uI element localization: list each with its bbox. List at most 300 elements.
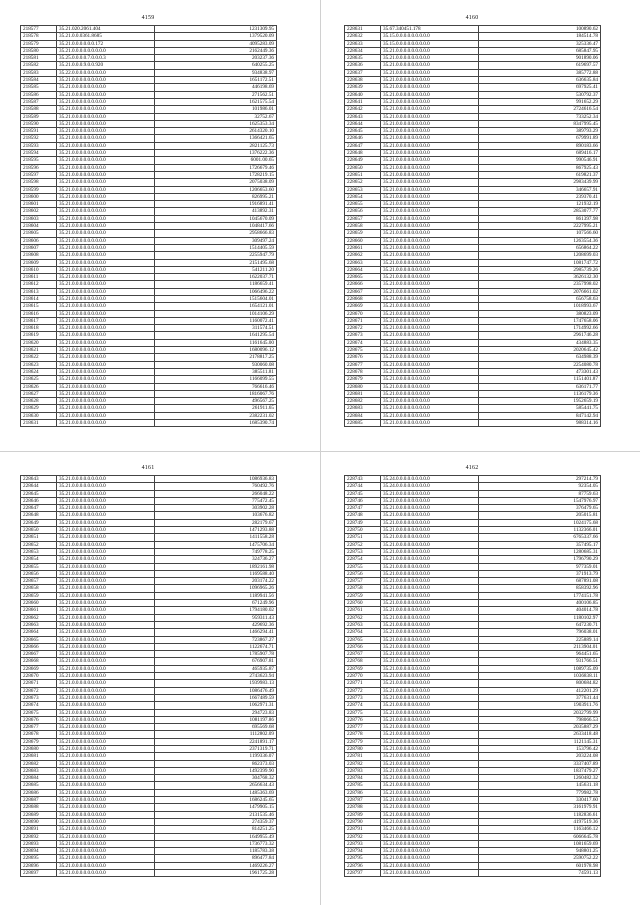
row-id-cell: 228765: [345, 636, 381, 643]
amount-cell: 1547976.97: [479, 497, 601, 504]
amount-cell: 92354.05: [479, 483, 601, 490]
amount-cell: 1816067.76: [155, 390, 277, 397]
code-cell: 35.21.0.0.0.0.0.0.0.0.0: [381, 789, 479, 796]
row-id-cell: 228672: [21, 687, 57, 694]
code-cell: 35.21.0.0.0.0.0.0.0.0.0: [57, 252, 155, 259]
code-cell: 35.21.0.0.0.0.0.0.0.0.0: [381, 548, 479, 555]
amount-cell: 749778.25: [155, 548, 277, 555]
code-cell: 35.21.0.0.0.0.0.0.0.0.0: [381, 636, 479, 643]
table-row: [21, 629, 277, 636]
code-cell: 35.21.0.0.0.0.0.0.0.0.0: [57, 687, 155, 694]
code-cell: 35.21.0.0.0.0.0.0.0.0.0: [381, 420, 479, 427]
code-cell: 35.21.0.0.0.0.0.0.0.0.0: [57, 383, 155, 390]
table-row: [345, 215, 601, 222]
amount-cell: 585441.75: [479, 405, 601, 412]
amount-cell: 1280685.31: [479, 548, 601, 555]
amount-cell: 2633418.48: [479, 731, 601, 738]
table-row: [21, 570, 277, 577]
code-cell: 35.21.0.0.0.0.0.0.0.0.0: [57, 548, 155, 555]
page-panel-bottom-left: [20, 464, 276, 877]
amount-cell: 2178817.25: [155, 354, 277, 361]
row-id-cell: 228669: [345, 303, 381, 310]
code-cell: 35.21.0.0.0.0.0.0.0.0.0: [381, 208, 479, 215]
row-id-cell: 228655: [345, 201, 381, 208]
row-id-cell: 228761: [345, 607, 381, 614]
amount-cell: 2076661.02: [479, 288, 601, 295]
table-row: [21, 600, 277, 607]
table-row: [345, 870, 601, 877]
code-cell: 35.21.0.0.0.0.0.0.0.0.0: [57, 259, 155, 266]
code-cell: 35.21.0.0.0.0.0.0.0.0.0: [57, 643, 155, 650]
table-row: [345, 840, 601, 847]
code-cell: 35.21.0.0.0.0.0.0.0.0.0: [381, 142, 479, 149]
amount-cell: 1376222.36: [155, 150, 277, 157]
code-cell: 35.21.0.0.0.0.0.0.0.0.0: [381, 826, 479, 833]
page-number: 4162: [465, 465, 479, 471]
code-cell: 35.21.0.0.0.0.0.0.0.0.0: [381, 288, 479, 295]
row-id-cell: 228797: [345, 870, 381, 877]
table-row: [345, 62, 601, 69]
row-id-cell: 228656: [345, 208, 381, 215]
table-row: [21, 833, 277, 840]
code-cell: 35.21.0.0.0.0.0.0.0.0.0: [381, 47, 479, 54]
code-cell: 35.21.0.0.0.0.0.0.0.0.0: [381, 592, 479, 599]
row-id-cell: 218622: [21, 354, 57, 361]
table-row: [345, 98, 601, 105]
code-cell: 35.21.0.0.0.0.0.0.0.0.0: [381, 186, 479, 193]
amount-cell: 1785907.78: [155, 651, 277, 658]
code-cell: 35.21.0.0.0.0.0.0.0.0.0: [57, 244, 155, 251]
amount-cell: 1961725.28: [155, 870, 277, 877]
table-row: [345, 614, 601, 621]
code-cell: 35.21.0.0.0.0.0.0.0.0.0: [57, 760, 155, 767]
row-id-cell: 218613: [21, 288, 57, 295]
code-cell: 35.21.0.0.0.0.0.0.0.0.0: [57, 614, 155, 621]
table-row: [345, 113, 601, 120]
code-cell: 35.21.0.0.0.0.0.0.0.0.0: [381, 724, 479, 731]
amount-cell: 862373.03: [155, 760, 277, 767]
code-cell: 35.21.0.0.0.0.0.0.0.0.0: [57, 505, 155, 512]
row-id-cell: 228652: [345, 179, 381, 186]
table-row: [345, 673, 601, 680]
data-table: [344, 25, 601, 427]
code-cell: 35.21.0.0.0.0.0.0.0.0.0: [381, 171, 479, 178]
table-row: [345, 317, 601, 324]
amount-cell: 2113904.01: [479, 643, 601, 650]
row-id-cell: 228679: [345, 376, 381, 383]
table-row: [345, 782, 601, 789]
code-cell: 35.21.0.0.0.0.0.0.0.0.0: [381, 702, 479, 709]
amount-cell: 1686245.65: [155, 797, 277, 804]
table-row: [345, 497, 601, 504]
row-id-cell: 228676: [345, 354, 381, 361]
table-row: [345, 383, 601, 390]
page-panel-top-left: [20, 14, 276, 427]
table-row: [345, 310, 601, 317]
amount-cell: 2853077.77: [479, 208, 601, 215]
table-row: [21, 585, 277, 592]
table-row: [21, 325, 277, 332]
code-cell: 35.21.0.0.0.0.0.0.0.0.0: [57, 223, 155, 230]
code-cell: 35.21.0.0.0.0.0.0.0.0.0: [57, 237, 155, 244]
table-row: [21, 376, 277, 383]
row-id-cell: 228635: [345, 55, 381, 62]
code-cell: 35.21.0.0.0.0.0.0.0.0.0: [57, 556, 155, 563]
table-row: [345, 91, 601, 98]
amount-cell: 619821.37: [479, 171, 601, 178]
amount-cell: 434883.35: [479, 339, 601, 346]
amount-cell: 446198.69: [155, 84, 277, 91]
amount-cell: 1794180.02: [155, 607, 277, 614]
amount-cell: 2032799.99: [479, 709, 601, 716]
amount-cell: 1685390.74: [155, 420, 277, 427]
table-row: [21, 527, 277, 534]
amount-cell: 948801.25: [479, 848, 601, 855]
row-id-cell: 228685: [21, 782, 57, 789]
row-id-cell: 228747: [345, 505, 381, 512]
code-cell: 35.21.0.0.0.0.0.0.0.0.0: [381, 512, 479, 519]
code-cell: 35.21.0.0.0.0.0.0.0.0.0: [57, 745, 155, 752]
row-id-cell: 228661: [345, 244, 381, 251]
amount-cell: 1189941.56: [155, 592, 277, 599]
amount-cell: 184514.78: [479, 33, 601, 40]
code-cell: 35.21.0.0.0.0.0.0.0.0.0: [381, 347, 479, 354]
amount-cell: 2020645.42: [479, 347, 601, 354]
row-id-cell: 228785: [345, 782, 381, 789]
row-id-cell: 228656: [21, 570, 57, 577]
code-cell: 35.21.0.0.0.0.0.0.0.0.0: [381, 745, 479, 752]
row-id-cell: 228766: [345, 643, 381, 650]
row-id-cell: 218631: [21, 420, 57, 427]
row-id-cell: 228777: [345, 724, 381, 731]
amount-cell: 1747658.06: [479, 317, 601, 324]
table-row: [345, 339, 601, 346]
table-row: [21, 767, 277, 774]
table-row: [345, 775, 601, 782]
table-row: [345, 534, 601, 541]
code-cell: 35.21.0.0.0.0.0.0.0.0.0: [381, 731, 479, 738]
table-row: [21, 244, 277, 251]
table-row: [345, 164, 601, 171]
amount-cell: 389793.29: [479, 128, 601, 135]
code-cell: 35.21.0.0.0.0.0.0.0.0.0: [57, 91, 155, 98]
amount-cell: 1048417.66: [155, 223, 277, 230]
table-row: [345, 33, 601, 40]
table-row: [21, 317, 277, 324]
amount-cell: 656864.22: [479, 244, 601, 251]
table-row: [21, 237, 277, 244]
row-id-cell: 228674: [345, 339, 381, 346]
table-row: [21, 91, 277, 98]
row-id-cell: 218582: [21, 62, 57, 69]
amount-cell: 2151495.68: [155, 259, 277, 266]
code-cell: 35.21.0.0.0.0.0.0.0.0.0: [381, 77, 479, 84]
row-id-cell: 228757: [345, 578, 381, 585]
table-row: [21, 390, 277, 397]
code-cell: 35.21.0.0.0.0.0.0.0.0.0: [57, 767, 155, 774]
table-row: [21, 84, 277, 91]
code-cell: 35.21.0.0.0.0.0.0.0.0.0: [381, 106, 479, 113]
code-cell: 35.21.0.0.0.0.0.0.0.0.0: [57, 621, 155, 628]
table-row: [21, 738, 277, 745]
code-cell: 35.21.0.0.0.0.0.0.0.0.0: [57, 782, 155, 789]
table-row: [21, 687, 277, 694]
amount-cell: 541211.20: [155, 266, 277, 273]
amount-cell: 309497.24: [155, 237, 277, 244]
code-cell: 35.21.0.0.0.0.0.0.0.0.0: [57, 150, 155, 157]
row-id-cell: 228748: [345, 512, 381, 519]
table-row: [345, 128, 601, 135]
row-id-cell: 228759: [345, 592, 381, 599]
table-row: [345, 767, 601, 774]
row-id-cell: 228678: [21, 731, 57, 738]
row-id-cell: 218612: [21, 281, 57, 288]
row-id-cell: 218607: [21, 244, 57, 251]
table-row: [21, 55, 277, 62]
code-cell: 35.21.0.0.0.0.0.0.0.0.0: [57, 142, 155, 149]
code-cell: 35.21.0.0.0.0.0.0.0.0.0: [381, 629, 479, 636]
row-id-cell: 228659: [345, 230, 381, 237]
code-cell: 35.21.0.0.0.0.0.0.0.0.0: [381, 405, 479, 412]
horizontal-page-divider: [0, 451, 640, 452]
table-row: [345, 142, 601, 149]
amount-cell: 1411558.28: [155, 534, 277, 541]
row-id-cell: 228636: [345, 62, 381, 69]
table-row: [345, 332, 601, 339]
amount-cell: 377631.44: [479, 694, 601, 701]
table-row: [21, 186, 277, 193]
code-cell: 35.21.0.0.0.0.0.0.0.0.0: [57, 368, 155, 375]
amount-cell: 890183.66: [479, 142, 601, 149]
code-cell: 35.21.0.0.0.0.0.0.0.0.0: [57, 361, 155, 368]
row-id-cell: 228690: [21, 818, 57, 825]
row-id-cell: 218590: [21, 120, 57, 127]
code-cell: 35.21.0.0.0.0.0.0.0.0.0: [57, 201, 155, 208]
code-cell: 35.21.0.0.0.0.0.0.0.0.0: [381, 164, 479, 171]
code-cell: 35.21.0.0.0.0.0.0.0.0.0: [57, 208, 155, 215]
amount-cell: 1469226.27: [155, 862, 277, 869]
amount-cell: 1625353.34: [155, 120, 277, 127]
amount-cell: 304768.32: [155, 775, 277, 782]
code-cell: 35.21.0.0.0.0.0.0.0.0.0: [57, 186, 155, 193]
table-row: [345, 738, 601, 745]
amount-cell: 2743623.94: [155, 673, 277, 680]
row-id-cell: 218610: [21, 266, 57, 273]
amount-cell: 1086476.49: [155, 687, 277, 694]
table-row: [345, 527, 601, 534]
code-cell: 35.21.0.0.0.0.0.0.0.0.0: [57, 527, 155, 534]
table-row: [21, 818, 277, 825]
table-row: [21, 745, 277, 752]
code-cell: 35.21.0.0.0.0.0.0.0.0.0: [381, 303, 479, 310]
code-cell: 35.21.0.0.0.0.0.0.0.0.0: [381, 497, 479, 504]
code-cell: 35.21.0.0.0.0.0.0.0.0.0: [381, 687, 479, 694]
table-row: [21, 310, 277, 317]
table-row: [345, 354, 601, 361]
amount-cell: 1208699.03: [479, 252, 601, 259]
row-id-cell: 228663: [345, 259, 381, 266]
row-id-cell: 228674: [21, 702, 57, 709]
code-cell: 35.21.0.0.0.0.0.0.0.0.0: [381, 870, 479, 877]
amount-cell: 1081747.72: [479, 259, 601, 266]
amount-cell: 107566.60: [479, 230, 601, 237]
table-row: [345, 818, 601, 825]
row-id-cell: 228647: [21, 505, 57, 512]
data-table: [20, 25, 277, 427]
code-cell: 35.21.0.0.0.0.0.0.0.0.0: [57, 848, 155, 855]
table-row: [21, 354, 277, 361]
code-cell: 35.21.0.0.0.0.0.0.0.0.0: [381, 673, 479, 680]
code-cell: 35.15.0.0.0.0.0.0.0.0.0: [381, 40, 479, 47]
table-row: [345, 745, 601, 752]
row-id-cell: 228756: [345, 570, 381, 577]
amount-cell: 934838.97: [155, 69, 277, 76]
amount-cell: 1045670.09: [155, 215, 277, 222]
table-row: [345, 578, 601, 585]
amount-cell: 847142.94: [479, 412, 601, 419]
row-id-cell: 218620: [21, 339, 57, 346]
code-cell: 35.21.0.0.0.0.0.0.0.0.0: [381, 658, 479, 665]
table-row: [21, 592, 277, 599]
row-id-cell: 228634: [345, 47, 381, 54]
code-cell: 35.21.0.0.0.0.0.0.0.0.0: [57, 171, 155, 178]
amount-cell: 346657.91: [479, 186, 601, 193]
amount-cell: 858392.96: [479, 585, 601, 592]
code-cell: 35.21.0.0.0.0.0.0.0.0.0: [57, 497, 155, 504]
table-row: [345, 84, 601, 91]
row-id-cell: 228632: [345, 33, 381, 40]
table-row: [345, 826, 601, 833]
amount-cell: 274359.37: [155, 818, 277, 825]
row-id-cell: 218627: [21, 390, 57, 397]
code-cell: 35.21.0.0.0.0.0.0.0.0.0: [57, 753, 155, 760]
code-cell: 35.21.0.0.0.0.0.0.0.0.0: [381, 368, 479, 375]
amount-cell: 896477.84: [155, 855, 277, 862]
table-row: [21, 476, 277, 483]
row-id-cell: 228667: [345, 288, 381, 295]
row-id-cell: 218611: [21, 274, 57, 281]
amount-cell: 2371319.71: [155, 745, 277, 752]
row-id-cell: 218626: [21, 383, 57, 390]
code-cell: 35.21.0.0.0.0.0.0.0.0.0: [57, 354, 155, 361]
table-row: [345, 252, 601, 259]
table-row: [21, 709, 277, 716]
amount-cell: 1837479.27: [479, 767, 601, 774]
amount-cell: 1066496.22: [155, 288, 277, 295]
row-id-cell: 228641: [345, 98, 381, 105]
amount-cell: 1151401.87: [479, 376, 601, 383]
code-cell: 35.22.0.0.0.0.0.0.0.0.0: [57, 69, 155, 76]
code-cell: 35.21.0.0.0.0.0.0.0.0.0: [381, 339, 479, 346]
code-cell: 35.21.0.0.0.0.0.0.0.0.0: [381, 563, 479, 570]
table-row: [345, 281, 601, 288]
table-row: [21, 208, 277, 215]
code-cell: 35.21.0.0.0.0.0.0.0.0.0: [57, 541, 155, 548]
table-row: [345, 563, 601, 570]
amount-cell: 697925.41: [479, 84, 601, 91]
amount-cell: 1122674.71: [155, 643, 277, 650]
code-cell: 35.21.0.0.0.0.0.0.0.0.0: [381, 55, 479, 62]
code-cell: 35.24.0.0.0.0.0.0.0.0.0: [381, 476, 479, 483]
amount-cell: 413892.31: [155, 208, 277, 215]
table-row: [345, 724, 601, 731]
table-row: [345, 274, 601, 281]
amount-cell: 385772.88: [479, 69, 601, 76]
table-row: [345, 259, 601, 266]
table-row: [345, 288, 601, 295]
code-cell: 35.21.0.0.0.0.0.0.0.0.0: [57, 317, 155, 324]
row-id-cell: 228764: [345, 629, 381, 636]
row-id-cell: 228669: [21, 665, 57, 672]
row-id-cell: 228791: [345, 826, 381, 833]
code-cell: 35.21.0.0.0.0.0.0.0.0.0: [57, 694, 155, 701]
code-cell: 35.21.0.0.0.0.0.0.0.0.0: [57, 862, 155, 869]
code-cell: 35.21.0.0.0.0.0.0.0.0.0: [381, 259, 479, 266]
table-row: [21, 412, 277, 419]
row-id-cell: 228683: [21, 767, 57, 774]
amount-cell: 1916891.41: [155, 201, 277, 208]
table-row: [345, 420, 601, 427]
code-cell: 35.21.0.0.0.0.0.0.0.0.0: [57, 179, 155, 186]
table-row: [21, 673, 277, 680]
table-row: [21, 607, 277, 614]
data-table: [20, 475, 277, 877]
amount-cell: 3337407.89: [479, 760, 601, 767]
table-row: [21, 643, 277, 650]
row-id-cell: 228670: [21, 673, 57, 680]
row-id-cell: 218594: [21, 150, 57, 157]
amount-cell: 103676.82: [155, 512, 277, 519]
code-cell: 35.21.0.0.0.0.0.0.0.0.0: [381, 709, 479, 716]
row-id-cell: 228758: [345, 585, 381, 592]
amount-cell: 990546.91: [479, 157, 601, 164]
table-row: [345, 40, 601, 47]
amount-cell: 1081659.69: [479, 840, 601, 847]
table-row: [345, 230, 601, 237]
code-cell: 35.21.0.0.0.0.0.0.0.0.0: [57, 390, 155, 397]
row-id-cell: 228654: [21, 556, 57, 563]
row-id-cell: 228664: [345, 266, 381, 273]
code-cell: 35.21.0.0.0.0.0.0.0.0.0: [57, 84, 155, 91]
row-id-cell: 218624: [21, 368, 57, 375]
code-cell: 35.21.0.0.0.0.0.0.0.0.0: [57, 592, 155, 599]
code-cell: 35.21.0.0.0.0.0.0.0.0.0: [57, 534, 155, 541]
amount-cell: 931766.51: [479, 658, 601, 665]
amount-cell: 2162449.36: [155, 47, 277, 54]
row-id-cell: 218584: [21, 77, 57, 84]
amount-cell: 303902.28: [155, 505, 277, 512]
amount-cell: 1714992.66: [479, 325, 601, 332]
code-cell: 35.21.0.0.0.0.0.0.0.0.0: [57, 398, 155, 405]
amount-cell: 385511.81: [155, 368, 277, 375]
row-id-cell: 228660: [21, 600, 57, 607]
table-row: [345, 519, 601, 526]
table-row: [345, 570, 601, 577]
table-row: [21, 548, 277, 555]
row-id-cell: 228666: [345, 281, 381, 288]
row-id-cell: 228667: [21, 651, 57, 658]
code-cell: 35.21.0.0.0.0.0.0.0.0.0: [57, 310, 155, 317]
code-cell: 35.21.0.0.0.0.0.0.0.0.0: [57, 303, 155, 310]
table-row: [21, 658, 277, 665]
amount-cell: 1182836.61: [479, 811, 601, 818]
amount-cell: 1667489.59: [155, 694, 277, 701]
code-cell: 35.21.0.0.0.0.0.0.0.0.0: [57, 281, 155, 288]
row-id-cell: 218621: [21, 347, 57, 354]
amount-cell: 282179.67: [155, 519, 277, 526]
amount-cell: 1654121.01: [155, 303, 277, 310]
code-cell: 35.21.0.0.0.0.0.0.0.0.0: [381, 150, 479, 157]
